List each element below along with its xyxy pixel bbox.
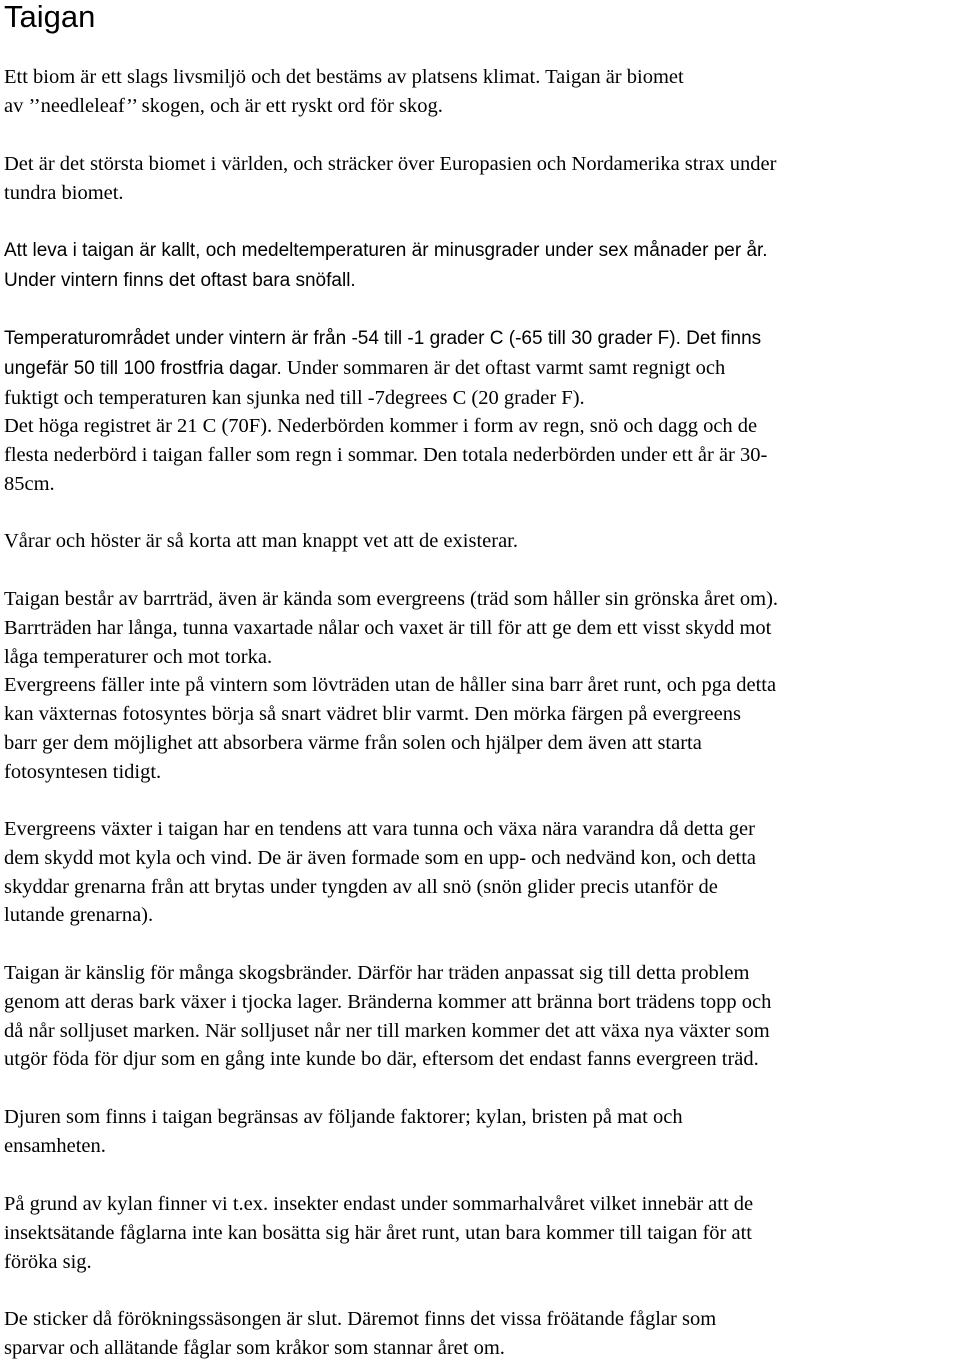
paragraph-7 xyxy=(4,815,756,930)
text-line xyxy=(4,844,756,873)
text-line xyxy=(4,1334,716,1363)
text-run: Under sommaren är det oftast varmt samt regnigt och xyxy=(281,356,726,379)
text-run: dem skydd mot kyla och vind. De är även formade som en upp- och nedvänd kon, och detta xyxy=(4,846,757,869)
text-run: Evergreens växter i taigan har en tendens att vara tunna och växa nära varandra då detta ger xyxy=(4,818,755,840)
text-line xyxy=(4,1305,716,1334)
text-run: då når solljuset marken. När solljuset når ner till marken kommer det att växa nya växter som xyxy=(4,1019,770,1042)
text-line xyxy=(4,150,776,179)
text-line xyxy=(4,354,767,384)
text-line xyxy=(4,758,778,787)
text-run: 85cm. xyxy=(4,472,55,495)
paragraph-6 xyxy=(4,585,778,787)
text-line xyxy=(4,815,756,844)
text-line xyxy=(4,1248,753,1277)
paragraph-8 xyxy=(4,959,771,1074)
text-line xyxy=(4,988,771,1017)
text-line xyxy=(4,1132,683,1161)
paragraph-10 xyxy=(4,1190,753,1276)
text-line xyxy=(4,585,778,614)
text-line xyxy=(4,470,767,499)
text-run: Taigan är känslig för många skogsbränder. Därför har träden anpassat sig till detta problem xyxy=(4,962,750,984)
text-line xyxy=(4,873,756,902)
text-line xyxy=(4,324,767,354)
text-line xyxy=(4,901,756,930)
text-run: ensamheten. xyxy=(4,1134,106,1157)
text-run: Vårar och höster är så korta att man knappt vet att de existerar. xyxy=(4,530,519,552)
text-run: tundra biomet. xyxy=(4,181,124,204)
text-line xyxy=(4,384,767,413)
paragraph-1 xyxy=(4,63,684,121)
text-run: ungefär 50 till 100 frostfria dagar. xyxy=(4,357,282,379)
text-run: Barrträden har långa, tunna vaxartade nålar och vaxet är till för att ge dem ett visst skydd mot xyxy=(4,616,772,639)
text-run: föröka sig. xyxy=(4,1250,92,1273)
document-title: Taigan xyxy=(4,0,96,34)
paragraph-2 xyxy=(4,150,776,208)
text-run: barr ger dem möjlighet att absorbera värme från solen och hjälper dem även att starta xyxy=(4,731,702,754)
text-line xyxy=(4,527,518,556)
paragraph-3 xyxy=(4,236,768,296)
text-line xyxy=(4,412,767,441)
text-line xyxy=(4,614,778,643)
text-run: Att leva i taigan är kallt, och medeltemperaturen är minusgrader under sex månader per år. xyxy=(4,240,768,261)
text-run: Taigan består av barrträd, även är kända som evergreens (träd som håller sin grönska året om). xyxy=(4,588,779,610)
text-run: fuktigt och temperaturen kan sjunka ned till -7degrees C (20 grader F). xyxy=(4,386,585,409)
text-run: utgör föda för djur som en gång inte kunde bo där, eftersom det endast fanns evergreen träd. xyxy=(4,1048,759,1071)
text-line xyxy=(4,1190,753,1219)
text-line xyxy=(4,1045,771,1074)
text-run: sparvar och allätande fåglar som kråkor som stannar året om. xyxy=(4,1336,505,1359)
text-line xyxy=(4,729,778,758)
text-line xyxy=(4,700,778,729)
text-line xyxy=(4,1103,683,1132)
text-line xyxy=(4,643,778,672)
paragraph-9 xyxy=(4,1103,683,1161)
text-run: Ett biom är ett slags livsmiljö och det bestäms av platsens klimat. Taigan är biomet xyxy=(4,66,684,88)
text-run: skyddar grenarna från att brytas under tyngden av all snö (snön glider precis utanför de xyxy=(4,875,718,898)
text-line xyxy=(4,1017,771,1046)
text-run: Evergreens fäller inte på vintern som lövträden utan de håller sina barr året runt, och pga detta xyxy=(4,674,777,697)
text-run: kan växternas fotosyntes börja så snart vädret blir varmt. Den mörka färgen på evergreens xyxy=(4,703,741,726)
text-line xyxy=(4,179,776,208)
text-run: lutande grenarna). xyxy=(4,904,154,927)
text-line xyxy=(4,236,768,266)
text-run: På grund av kylan finner vi t.ex. insekter endast under sommarhalvåret vilket innebär att de xyxy=(4,1193,754,1215)
paragraph-4 xyxy=(4,324,767,499)
text-run: Djuren som finns i taigan begränsas av följande faktorer; kylan, bristen på mat och xyxy=(4,1106,683,1128)
text-run: insektsätande fåglarna inte kan bosätta sig här året runt, utan bara kommer till taigan för att xyxy=(4,1221,752,1244)
text-line xyxy=(4,1219,753,1248)
text-line xyxy=(4,441,767,470)
text-run: Det höga registret är 21 C (70F). Nederbörden kommer i form av regn, snö och dagg och de xyxy=(4,415,758,438)
text-run: låga temperaturer och mot torka. xyxy=(4,645,273,668)
paragraph-11 xyxy=(4,1305,716,1363)
text-run: fotosyntesen tidigt. xyxy=(4,760,162,783)
text-run: Under vintern finns det oftast bara snöfall. xyxy=(4,269,356,291)
text-line xyxy=(4,63,684,92)
text-run: De sticker då förökningssäsongen är slut. Däremot finns det vissa fröätande fåglar som xyxy=(4,1308,717,1330)
text-run: Det är det största biomet i världen, och sträcker över Europasien och Nordamerika strax under xyxy=(4,153,777,175)
text-line xyxy=(4,959,771,988)
text-run: genom att deras bark växer i tjocka lager. Bränderna kommer att bränna bort trädens topp och xyxy=(4,990,772,1013)
text-line xyxy=(4,671,778,700)
text-line xyxy=(4,266,768,296)
text-line xyxy=(4,92,684,121)
text-run: flesta nederbörd i taigan faller som regn i sommar. Den totala nederbörden under ett år är 30- xyxy=(4,444,768,467)
text-run: Temperaturområdet under vintern är från -54 till -1 grader C (-65 till 30 grader F). Det finns xyxy=(4,328,762,349)
paragraph-5 xyxy=(4,527,518,556)
text-run: av ’’needleleaf’’ skogen, och är ett ryskt ord för skog. xyxy=(4,94,443,117)
